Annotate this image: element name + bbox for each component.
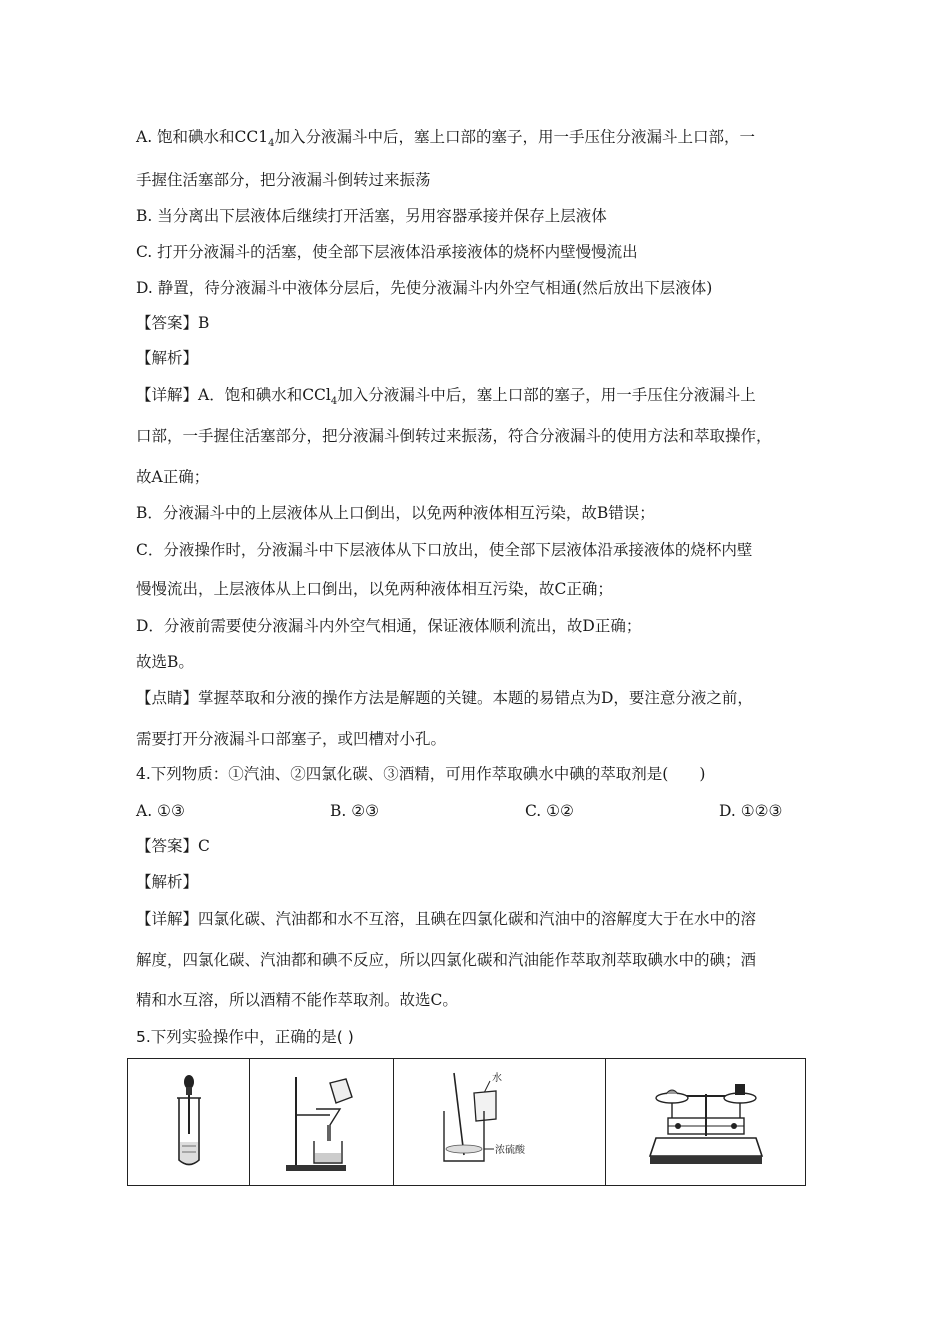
water-label: 水 bbox=[491, 1073, 502, 1084]
q4-option-a: A. ①③ bbox=[136, 802, 185, 820]
q4-detail-line1: 【详解】四氯化碳、汽油都和水不互溶，且碘在四氯化碳和汽油中的溶解度大于在水中的溶 bbox=[136, 910, 757, 928]
q5-figure-table bbox=[127, 1058, 806, 1186]
filtration-apparatus-image bbox=[282, 1069, 362, 1175]
figure-dropper-cell bbox=[128, 1059, 250, 1186]
q3-analysis-title: 【解析】 bbox=[136, 349, 199, 367]
balance-scale-image bbox=[646, 1074, 766, 1170]
q3-detail-line4: B．分液漏斗中的上层液体从上口倒出，以免两种液体相互污染，故B错误； bbox=[136, 504, 655, 522]
q4-option-d: D. ①②③ bbox=[719, 802, 783, 820]
q4-analysis-title: 【解析】 bbox=[136, 873, 199, 891]
figure-filtration-cell bbox=[250, 1059, 394, 1186]
q3-detail-line2: 口部，一手握住活塞部分，把分液漏斗倒转过来振荡，符合分液漏斗的使用方法和萃取操作， bbox=[136, 427, 772, 445]
q3-tip-line1: 【点睛】掌握萃取和分液的操作方法是解题的关键。本题的易错点为D，要注意分液之前， bbox=[136, 689, 753, 707]
q3-detail-line6: 慢慢流出，上层液体从上口倒出，以免两种液体相互污染，故C正确； bbox=[136, 580, 613, 598]
q4-detail-line3: 精和水互溶，所以酒精不能作萃取剂。故选C。 bbox=[136, 991, 458, 1009]
q3-option-a-line2: 手握住活塞部分，把分液漏斗倒转过来振荡 bbox=[136, 171, 431, 189]
q3-answer: 【答案】B bbox=[136, 314, 210, 332]
q3-option-b: B. 当分离出下层液体后继续打开活塞，另用容器承接并保存上层液体 bbox=[136, 207, 607, 225]
q4-question: 4.下列物质：①汽油、②四氯化碳、③酒精，可用作萃取碘水中碘的萃取剂是( ) bbox=[136, 765, 706, 783]
dropper-test-tube-image bbox=[169, 1072, 209, 1172]
q4-detail-line2: 解度，四氯化碳、汽油都和碘不反应，所以四氯化碳和汽油能作萃取剂萃取碘水中的碘；酒 bbox=[136, 951, 757, 969]
q3-option-c: C. 打开分液漏斗的活塞，使全部下层液体沿承接液体的烧杯内壁慢慢流出 bbox=[136, 243, 638, 261]
q5-question: 5.下列实验操作中，正确的是( ) bbox=[136, 1028, 354, 1046]
acid-label: 浓硫酸 bbox=[494, 1145, 525, 1156]
q3-detail-line8: 故选B。 bbox=[136, 653, 194, 671]
q3-detail-line3: 故A正确； bbox=[136, 468, 210, 486]
q3-detail-line7: D．分液前需要使分液漏斗内外空气相通，保证液体顺利流出，故D正确； bbox=[136, 617, 642, 635]
q3-detail-line5: C．分液操作时，分液漏斗中下层液体从下口放出，使全部下层液体沿承接液体的烧杯内壁 bbox=[136, 541, 753, 559]
q4-answer: 【答案】C bbox=[136, 837, 210, 855]
q3-option-d: D. 静置，待分液漏斗中液体分层后，先使分液漏斗内外空气相通(然后放出下层液体) bbox=[136, 279, 713, 297]
q4-option-c: C. ①② bbox=[525, 802, 574, 820]
q3-detail-line1: 【详解】A．饱和碘水和CCl$_4$加入分液漏斗中后，塞上口部的塞子，用一手压住分液漏斗上 bbox=[136, 386, 756, 408]
q3-option-a-line1: A. 饱和碘水和$CC1_4$加入分液漏斗中后，塞上口部的塞子，用一手压住分液漏斗上口部，一 bbox=[136, 128, 756, 150]
figure-balance-cell bbox=[606, 1059, 806, 1186]
q4-option-b: B. ②③ bbox=[330, 802, 380, 820]
q3-tip-line2: 需要打开分液漏斗口部塞子，或凹槽对小孔。 bbox=[136, 730, 447, 748]
acid-dilution-image bbox=[440, 1067, 560, 1177]
figure-dilution-cell bbox=[394, 1059, 606, 1186]
